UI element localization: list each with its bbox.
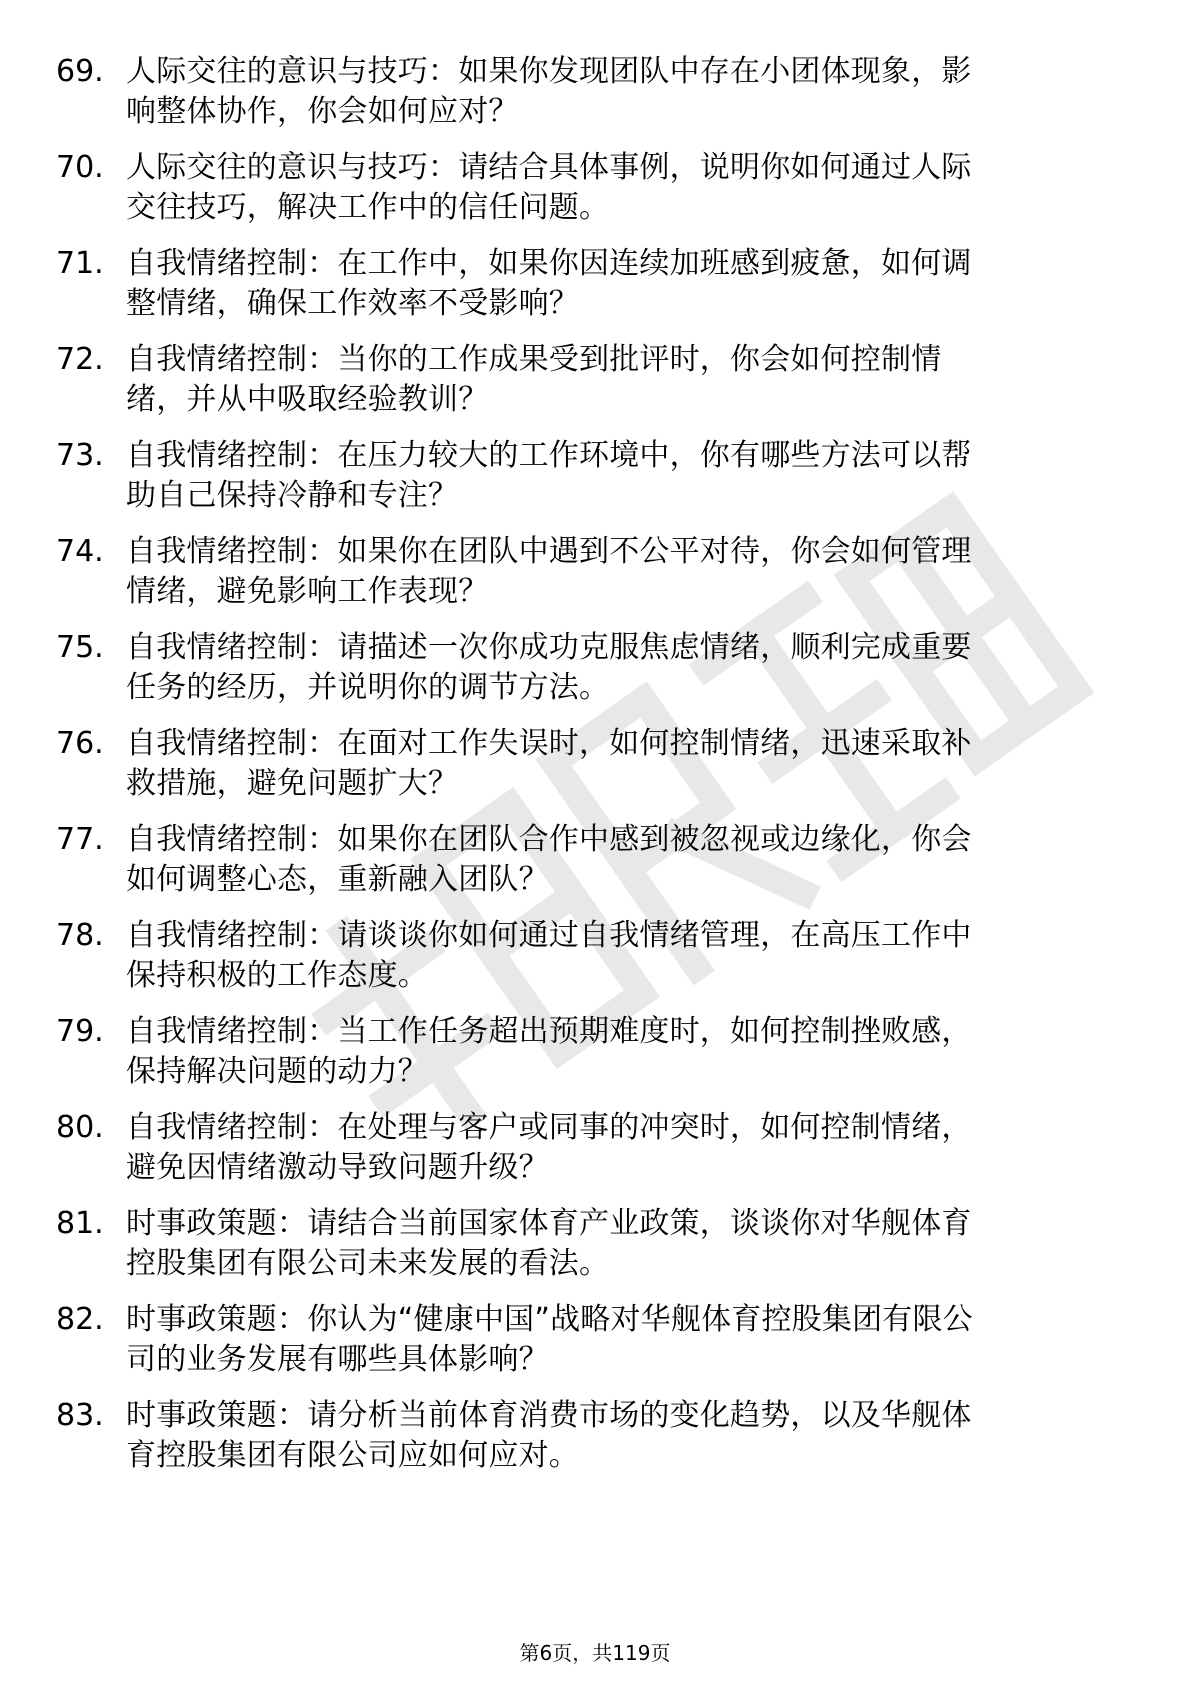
question-text (126, 1108, 1116, 1188)
list-item (0, 244, 1190, 334)
page-footer (0, 1640, 1190, 1666)
question-text (126, 148, 1116, 228)
list-item (0, 532, 1190, 622)
question-line: 整情绪，确保工作效率不受影响？ (126, 286, 579, 321)
question-line: 人际交往的意识与技巧：如果你发现团队中存在小团体现象，影 (126, 54, 972, 89)
question-line: 交往技巧，解决工作中的信任问题。 (126, 190, 610, 225)
question-number: 75. (56, 630, 104, 665)
list-item (0, 724, 1190, 814)
list-item (0, 820, 1190, 910)
list-item (0, 340, 1190, 430)
question-text (126, 1204, 1116, 1284)
question-number: 80. (56, 1110, 104, 1145)
question-line: 自我情绪控制：在压力较大的工作环境中，你有哪些方法可以帮 (126, 438, 972, 473)
question-line: 时事政策题：请结合当前国家体育产业政策，谈谈你对华舰体育 (126, 1206, 972, 1241)
question-number: 79. (56, 1014, 104, 1049)
question-text (126, 724, 1116, 804)
question-number: 73. (56, 438, 104, 473)
question-line: 助自己保持冷静和专注？ (126, 478, 459, 513)
question-text (126, 52, 1116, 132)
question-number: 69. (56, 54, 104, 89)
question-number: 74. (56, 534, 104, 569)
question-line: 自我情绪控制：在面对工作失误时，如何控制情绪，迅速采取补 (126, 726, 972, 761)
question-line: 保持积极的工作态度。 (126, 958, 428, 993)
question-number: 83. (56, 1398, 104, 1433)
question-line: 任务的经历，并说明你的调节方法。 (126, 670, 610, 705)
question-text (126, 1396, 1116, 1476)
question-line: 人际交往的意识与技巧：请结合具体事例，说明你如何通过人际 (126, 150, 972, 185)
question-line: 育控股集团有限公司应如何应对。 (126, 1438, 579, 1473)
list-item (0, 436, 1190, 526)
question-line: 绪，并从中吸取经验教训？ (126, 382, 489, 417)
question-number: 72. (56, 342, 104, 377)
page-number-label: 第6页，共119页 (519, 1641, 671, 1665)
question-line: 自我情绪控制：在工作中，如果你因连续加班感到疲惫，如何调 (126, 246, 972, 281)
question-text (126, 820, 1116, 900)
question-line: 自我情绪控制：当你的工作成果受到批评时，你会如何控制情 (126, 342, 942, 377)
question-line: 救措施，避免问题扩大？ (126, 766, 459, 801)
question-text (126, 916, 1116, 996)
question-line: 自我情绪控制：在处理与客户或同事的冲突时，如何控制情绪， (126, 1110, 972, 1145)
question-text (126, 628, 1116, 708)
question-line: 自我情绪控制：请谈谈你如何通过自我情绪管理，在高压工作中 (126, 918, 972, 953)
question-text (126, 436, 1116, 516)
question-number: 77. (56, 822, 104, 857)
question-line: 自我情绪控制：请描述一次你成功克服焦虑情绪，顺利完成重要 (126, 630, 972, 665)
question-text (126, 244, 1116, 324)
question-number: 78. (56, 918, 104, 953)
list-item (0, 148, 1190, 238)
question-text (126, 1012, 1116, 1092)
question-text (126, 532, 1116, 612)
question-line: 司的业务发展有哪些具体影响？ (126, 1342, 549, 1377)
question-line: 如何调整心态，重新融入团队？ (126, 862, 549, 897)
question-line: 时事政策题：你认为“健康中国”战略对华舰体育控股集团有限公 (126, 1302, 973, 1337)
question-text (126, 340, 1116, 420)
question-line: 时事政策题：请分析当前体育消费市场的变化趋势，以及华舰体 (126, 1398, 972, 1433)
question-number: 70. (56, 150, 104, 185)
question-text (126, 1300, 1116, 1380)
list-item (0, 1108, 1190, 1198)
list-item (0, 916, 1190, 1006)
question-line: 情绪，避免影响工作表现？ (126, 574, 489, 609)
question-line: 自我情绪控制：当工作任务超出预期难度时，如何控制挫败感， (126, 1014, 972, 1049)
question-line: 避免因情绪激动导致问题升级？ (126, 1150, 549, 1185)
list-item (0, 1204, 1190, 1294)
list-item (0, 52, 1190, 142)
question-line: 保持解决问题的动力？ (126, 1054, 428, 1089)
list-item (0, 1396, 1190, 1486)
question-line: 自我情绪控制：如果你在团队中遇到不公平对待，你会如何管理 (126, 534, 972, 569)
question-line: 自我情绪控制：如果你在团队合作中感到被忽视或边缘化，你会 (126, 822, 972, 857)
question-number: 82. (56, 1302, 104, 1337)
list-item (0, 1300, 1190, 1390)
list-item (0, 1012, 1190, 1102)
question-number: 76. (56, 726, 104, 761)
list-item (0, 628, 1190, 718)
question-line: 控股集团有限公司未来发展的看法。 (126, 1246, 610, 1281)
question-number: 81. (56, 1206, 104, 1241)
question-number: 71. (56, 246, 104, 281)
question-line: 响整体协作，你会如何应对？ (126, 94, 519, 129)
